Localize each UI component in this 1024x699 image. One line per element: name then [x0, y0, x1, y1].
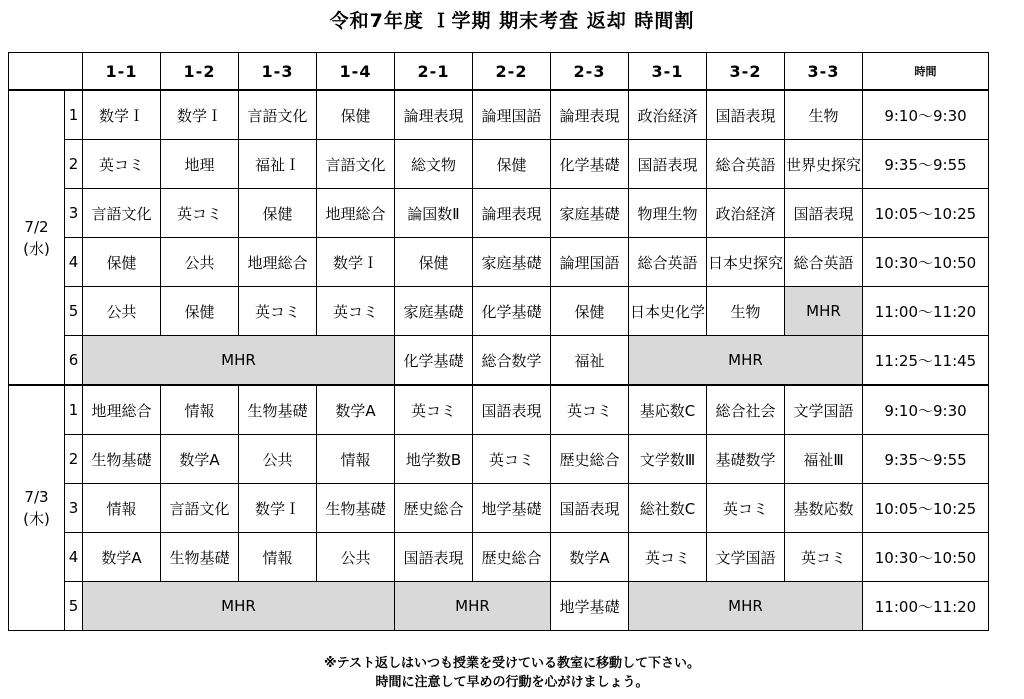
- subject-cell: 保健: [473, 140, 551, 189]
- subject-cell: 地学基礎: [473, 484, 551, 533]
- subject-cell: 英コミ: [707, 484, 785, 533]
- subject-cell: 福祉Ｉ: [239, 140, 317, 189]
- subject-cell: 英コミ: [473, 435, 551, 484]
- subject-cell: 言語文化: [161, 484, 239, 533]
- subject-cell: 英コミ: [629, 533, 707, 582]
- class-header: 2-2: [473, 53, 551, 91]
- subject-cell: 数学Ｉ: [161, 90, 239, 140]
- period-number: 2: [65, 435, 83, 484]
- subject-cell: 論理表現: [551, 90, 629, 140]
- subject-cell: 公共: [317, 533, 395, 582]
- note-line-2: 時間に注意して早めの行動を心がけましょう。: [375, 675, 649, 690]
- subject-cell: 言語文化: [317, 140, 395, 189]
- class-header: 3-2: [707, 53, 785, 91]
- subject-cell: 情報: [239, 533, 317, 582]
- period-number: 1: [65, 90, 83, 140]
- subject-cell: 数学Ｉ: [83, 90, 161, 140]
- subject-cell: 総合英語: [629, 238, 707, 287]
- period-number: 3: [65, 484, 83, 533]
- day-weekday: (木): [23, 510, 50, 528]
- homeroom-cell: MHR: [629, 582, 863, 631]
- subject-cell: 保健: [395, 238, 473, 287]
- subject-cell: 化学基礎: [551, 140, 629, 189]
- period-number: 4: [65, 533, 83, 582]
- subject-cell: 政治経済: [707, 189, 785, 238]
- subject-cell: 言語文化: [239, 90, 317, 140]
- day-weekday: (水): [23, 239, 50, 258]
- subject-cell: 生物基礎: [317, 484, 395, 533]
- subject-cell: 文学国語: [707, 533, 785, 582]
- time-cell: 11:00〜11:20: [863, 287, 989, 336]
- subject-cell: 物理生物: [629, 189, 707, 238]
- period-row: [9, 287, 989, 336]
- subject-cell: 基応数C: [629, 385, 707, 435]
- subject-cell: 総社数C: [629, 484, 707, 533]
- subject-cell: 数学Ｉ: [239, 484, 317, 533]
- class-header: 2-1: [395, 53, 473, 91]
- page-title: 令和7年度 Ｉ学期 期末考査 返却 時間割: [329, 10, 695, 32]
- subject-cell: 総合英語: [785, 238, 863, 287]
- period-row: [9, 189, 989, 238]
- time-cell: 9:35〜9:55: [863, 435, 989, 484]
- period-row: [9, 435, 989, 484]
- period-row: [9, 533, 989, 582]
- subject-cell: 数学A: [83, 533, 161, 582]
- subject-cell: 福祉Ⅲ: [785, 435, 863, 484]
- subject-cell: 国語表現: [629, 140, 707, 189]
- homeroom-cell: MHR: [83, 336, 395, 386]
- time-cell: 11:00〜11:20: [863, 582, 989, 631]
- subject-cell: 英コミ: [317, 287, 395, 336]
- subject-cell: 地理: [161, 140, 239, 189]
- note-line-1: ※テスト返しはいつも授業を受けている教室に移動して下さい。: [323, 656, 701, 671]
- subject-cell: 日本史化学: [629, 287, 707, 336]
- period-row: [9, 484, 989, 533]
- subject-cell: 情報: [161, 385, 239, 435]
- subject-cell: 数学A: [317, 385, 395, 435]
- subject-cell: 英コミ: [551, 385, 629, 435]
- time-header: 時間: [863, 53, 989, 91]
- subject-cell: 生物基礎: [83, 435, 161, 484]
- subject-cell: 英コミ: [83, 140, 161, 189]
- subject-cell: 総合社会: [707, 385, 785, 435]
- subject-cell: 地理総合: [83, 385, 161, 435]
- subject-cell: 文学数Ⅲ: [629, 435, 707, 484]
- period-number: 2: [65, 140, 83, 189]
- period-row: [9, 582, 989, 631]
- homeroom-cell: MHR: [83, 582, 395, 631]
- timetable: [8, 52, 989, 631]
- class-header: 1-3: [239, 53, 317, 91]
- class-header: 1-4: [317, 53, 395, 91]
- class-header: 1-2: [161, 53, 239, 91]
- subject-cell: 論理国語: [551, 238, 629, 287]
- period-number: 6: [65, 336, 83, 386]
- subject-cell: 政治経済: [629, 90, 707, 140]
- period-number: 1: [65, 385, 83, 435]
- subject-cell: 歴史総合: [395, 484, 473, 533]
- subject-cell: 国語表現: [707, 90, 785, 140]
- period-row: [9, 90, 989, 140]
- subject-cell: 数学A: [161, 435, 239, 484]
- subject-cell: 生物: [785, 90, 863, 140]
- subject-cell: 国語表現: [785, 189, 863, 238]
- subject-cell: 福祉: [551, 336, 629, 386]
- subject-cell: 論理国語: [473, 90, 551, 140]
- subject-cell: 保健: [239, 189, 317, 238]
- subject-cell: 保健: [551, 287, 629, 336]
- homeroom-cell: MHR: [395, 582, 551, 631]
- subject-cell: 地理総合: [317, 189, 395, 238]
- homeroom-cell: MHR: [629, 336, 863, 386]
- period-row: [9, 336, 989, 386]
- period-row: [9, 385, 989, 435]
- subject-cell: 数学A: [551, 533, 629, 582]
- time-cell: 9:10〜9:30: [863, 385, 989, 435]
- subject-cell: 保健: [317, 90, 395, 140]
- subject-cell: 地学数B: [395, 435, 473, 484]
- subject-cell: 生物基礎: [239, 385, 317, 435]
- subject-cell: 総合数学: [473, 336, 551, 386]
- subject-cell: 国語表現: [473, 385, 551, 435]
- subject-cell: 数学Ｉ: [317, 238, 395, 287]
- period-number: 5: [65, 287, 83, 336]
- subject-cell: 言語文化: [83, 189, 161, 238]
- subject-cell: 公共: [83, 287, 161, 336]
- subject-cell: 英コミ: [785, 533, 863, 582]
- header-corner: [9, 53, 83, 91]
- subject-cell: 化学基礎: [473, 287, 551, 336]
- subject-cell: 基数応数: [785, 484, 863, 533]
- subject-cell: 家庭基礎: [551, 189, 629, 238]
- subject-cell: 英コミ: [161, 189, 239, 238]
- subject-cell: 総合英語: [707, 140, 785, 189]
- day-date: 7/3: [24, 488, 49, 506]
- subject-cell: 情報: [317, 435, 395, 484]
- time-cell: 10:30〜10:50: [863, 533, 989, 582]
- day-date: 7/2: [24, 217, 49, 236]
- subject-cell: 公共: [239, 435, 317, 484]
- class-header: 2-3: [551, 53, 629, 91]
- time-cell: 10:05〜10:25: [863, 484, 989, 533]
- subject-cell: 地理総合: [239, 238, 317, 287]
- period-number: 3: [65, 189, 83, 238]
- subject-cell: 生物: [707, 287, 785, 336]
- subject-cell: 情報: [83, 484, 161, 533]
- time-cell: 11:25〜11:45: [863, 336, 989, 386]
- subject-cell: 論国数Ⅱ: [395, 189, 473, 238]
- subject-cell: 文学国語: [785, 385, 863, 435]
- class-header: 1-1: [83, 53, 161, 91]
- period-number: 4: [65, 238, 83, 287]
- time-cell: 10:05〜10:25: [863, 189, 989, 238]
- subject-cell: 生物基礎: [161, 533, 239, 582]
- time-cell: 9:10〜9:30: [863, 90, 989, 140]
- class-header: 3-1: [629, 53, 707, 91]
- class-header: 3-3: [785, 53, 863, 91]
- time-cell: 10:30〜10:50: [863, 238, 989, 287]
- subject-cell: 保健: [83, 238, 161, 287]
- subject-cell: 世界史探究: [785, 140, 863, 189]
- subject-cell: 歴史総合: [551, 435, 629, 484]
- subject-cell: 保健: [161, 287, 239, 336]
- period-number: 5: [65, 582, 83, 631]
- subject-cell: 英コミ: [239, 287, 317, 336]
- day-label: [9, 385, 65, 631]
- subject-cell: 英コミ: [395, 385, 473, 435]
- subject-cell: 家庭基礎: [395, 287, 473, 336]
- subject-cell: 地学基礎: [551, 582, 629, 631]
- subject-cell: 論理表現: [395, 90, 473, 140]
- subject-cell: 総文物: [395, 140, 473, 189]
- period-row: [9, 238, 989, 287]
- subject-cell: 論理表現: [473, 189, 551, 238]
- period-row: [9, 140, 989, 189]
- homeroom-cell: MHR: [785, 287, 863, 336]
- subject-cell: 家庭基礎: [473, 238, 551, 287]
- subject-cell: 国語表現: [395, 533, 473, 582]
- subject-cell: 日本史探究: [707, 238, 785, 287]
- subject-cell: 基礎数学: [707, 435, 785, 484]
- subject-cell: 歴史総合: [473, 533, 551, 582]
- day-label: [9, 90, 65, 385]
- subject-cell: 公共: [161, 238, 239, 287]
- subject-cell: 化学基礎: [395, 336, 473, 386]
- subject-cell: 国語表現: [551, 484, 629, 533]
- time-cell: 9:35〜9:55: [863, 140, 989, 189]
